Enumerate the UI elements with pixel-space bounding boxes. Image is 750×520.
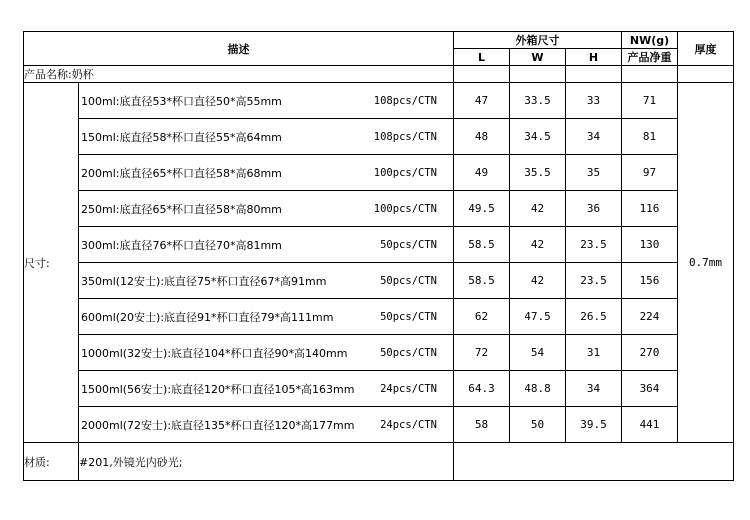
- material-empty-cell: [454, 443, 734, 481]
- description-header: 描述: [24, 32, 454, 66]
- table-row: [24, 335, 734, 371]
- row-desc-text: 350ml(12安士):底直径75*杯口直径67*高91mm: [81, 274, 327, 288]
- row-l: 48: [454, 119, 510, 155]
- row-l: 72: [454, 335, 510, 371]
- row-w: 47.5: [510, 299, 566, 335]
- thickness-value: 0.7mm: [678, 83, 734, 443]
- empty-cell: [622, 66, 678, 83]
- row-desc-text: 1000ml(32安士):底直径104*杯口直径90*高140mm: [81, 346, 348, 360]
- table-row: [24, 191, 734, 227]
- row-l: 62: [454, 299, 510, 335]
- row-pack-text: 50pcs/CTN: [380, 238, 437, 251]
- table-row: [24, 371, 734, 407]
- empty-cell: [566, 66, 622, 83]
- row-nw: 364: [622, 371, 678, 407]
- row-description: [79, 155, 454, 191]
- row-desc-text: 200ml:底直径65*杯口直径58*高68mm: [81, 166, 282, 180]
- row-h: 23.5: [566, 227, 622, 263]
- row-nw: 71: [622, 83, 678, 119]
- size-label: 尺寸:: [24, 83, 79, 443]
- row-l: 58: [454, 407, 510, 443]
- row-pack-text: 100pcs/CTN: [373, 166, 437, 179]
- row-nw: 270: [622, 335, 678, 371]
- row-h: 33: [566, 83, 622, 119]
- row-h: 34: [566, 371, 622, 407]
- row-h: 23.5: [566, 263, 622, 299]
- table-row: [24, 227, 734, 263]
- row-h: 35: [566, 155, 622, 191]
- col-h-header: H: [566, 49, 622, 66]
- row-pack-text: 50pcs/CTN: [380, 346, 437, 359]
- row-h: 26.5: [566, 299, 622, 335]
- row-desc-text: 100ml:底直径53*杯口直径50*高55mm: [81, 94, 282, 108]
- col-w-header: W: [510, 49, 566, 66]
- row-l: 47: [454, 83, 510, 119]
- row-pack-text: 24pcs/CTN: [380, 382, 437, 395]
- row-description: [79, 83, 454, 119]
- row-w: 42: [510, 263, 566, 299]
- row-description: [79, 227, 454, 263]
- row-nw: 130: [622, 227, 678, 263]
- table-row: [24, 155, 734, 191]
- row-description: [79, 263, 454, 299]
- row-description: [79, 299, 454, 335]
- net-weight-header: 产品净重: [622, 49, 678, 66]
- row-w: 48.8: [510, 371, 566, 407]
- table-row: [24, 299, 734, 335]
- table-row: [24, 407, 734, 443]
- row-w: 33.5: [510, 83, 566, 119]
- row-desc-text: 1500ml(56安士):底直径120*杯口直径105*高163mm: [81, 382, 355, 396]
- col-l-header: L: [454, 49, 510, 66]
- row-l: 58.5: [454, 227, 510, 263]
- row-description: [79, 119, 454, 155]
- row-description: [79, 191, 454, 227]
- material-row: [24, 443, 734, 481]
- row-nw: 156: [622, 263, 678, 299]
- row-w: 50: [510, 407, 566, 443]
- product-name-row: [24, 66, 734, 83]
- empty-cell: [454, 66, 510, 83]
- header-row-1: [24, 32, 734, 49]
- row-pack-text: 108pcs/CTN: [373, 94, 437, 107]
- row-pack-text: 108pcs/CTN: [373, 130, 437, 143]
- row-w: 42: [510, 191, 566, 227]
- row-nw: 97: [622, 155, 678, 191]
- material-label: 材质:: [24, 443, 79, 481]
- row-nw: 116: [622, 191, 678, 227]
- nw-header: NW(g): [622, 32, 678, 49]
- row-pack-text: 100pcs/CTN: [373, 202, 437, 215]
- row-l: 64.3: [454, 371, 510, 407]
- row-desc-text: 600ml(20安士):底直径91*杯口直径79*高111mm: [81, 310, 334, 324]
- product-name-label: 产品名称:: [24, 68, 72, 81]
- spec-table: [23, 31, 734, 481]
- row-nw: 81: [622, 119, 678, 155]
- row-description: [79, 335, 454, 371]
- outer-box-size-header: 外箱尺寸: [454, 32, 622, 49]
- row-l: 58.5: [454, 263, 510, 299]
- table-row: [24, 119, 734, 155]
- row-w: 54: [510, 335, 566, 371]
- row-desc-text: 2000ml(72安士):底直径135*杯口直径120*高177mm: [81, 418, 355, 432]
- row-l: 49: [454, 155, 510, 191]
- thickness-header: 厚度: [678, 32, 734, 66]
- row-w: 35.5: [510, 155, 566, 191]
- row-l: 49.5: [454, 191, 510, 227]
- row-desc-text: 150ml:底直径58*杯口直径55*高64mm: [81, 130, 282, 144]
- row-w: 34.5: [510, 119, 566, 155]
- row-nw: 224: [622, 299, 678, 335]
- table-row: [24, 83, 734, 119]
- row-h: 39.5: [566, 407, 622, 443]
- row-description: [79, 371, 454, 407]
- product-name-value: 奶杯: [71, 68, 94, 81]
- table-row: [24, 263, 734, 299]
- material-value: #201,外镜光内砂光;: [79, 443, 454, 481]
- product-name-cell: [24, 66, 454, 83]
- row-h: 34: [566, 119, 622, 155]
- row-pack-text: 24pcs/CTN: [380, 418, 437, 431]
- row-description: [79, 407, 454, 443]
- row-nw: 441: [622, 407, 678, 443]
- row-desc-text: 300ml:底直径76*杯口直径70*高81mm: [81, 238, 282, 252]
- row-desc-text: 250ml:底直径65*杯口直径58*高80mm: [81, 202, 282, 216]
- row-w: 42: [510, 227, 566, 263]
- row-pack-text: 50pcs/CTN: [380, 310, 437, 323]
- row-h: 36: [566, 191, 622, 227]
- empty-cell: [678, 66, 734, 83]
- row-h: 31: [566, 335, 622, 371]
- row-pack-text: 50pcs/CTN: [380, 274, 437, 287]
- empty-cell: [510, 66, 566, 83]
